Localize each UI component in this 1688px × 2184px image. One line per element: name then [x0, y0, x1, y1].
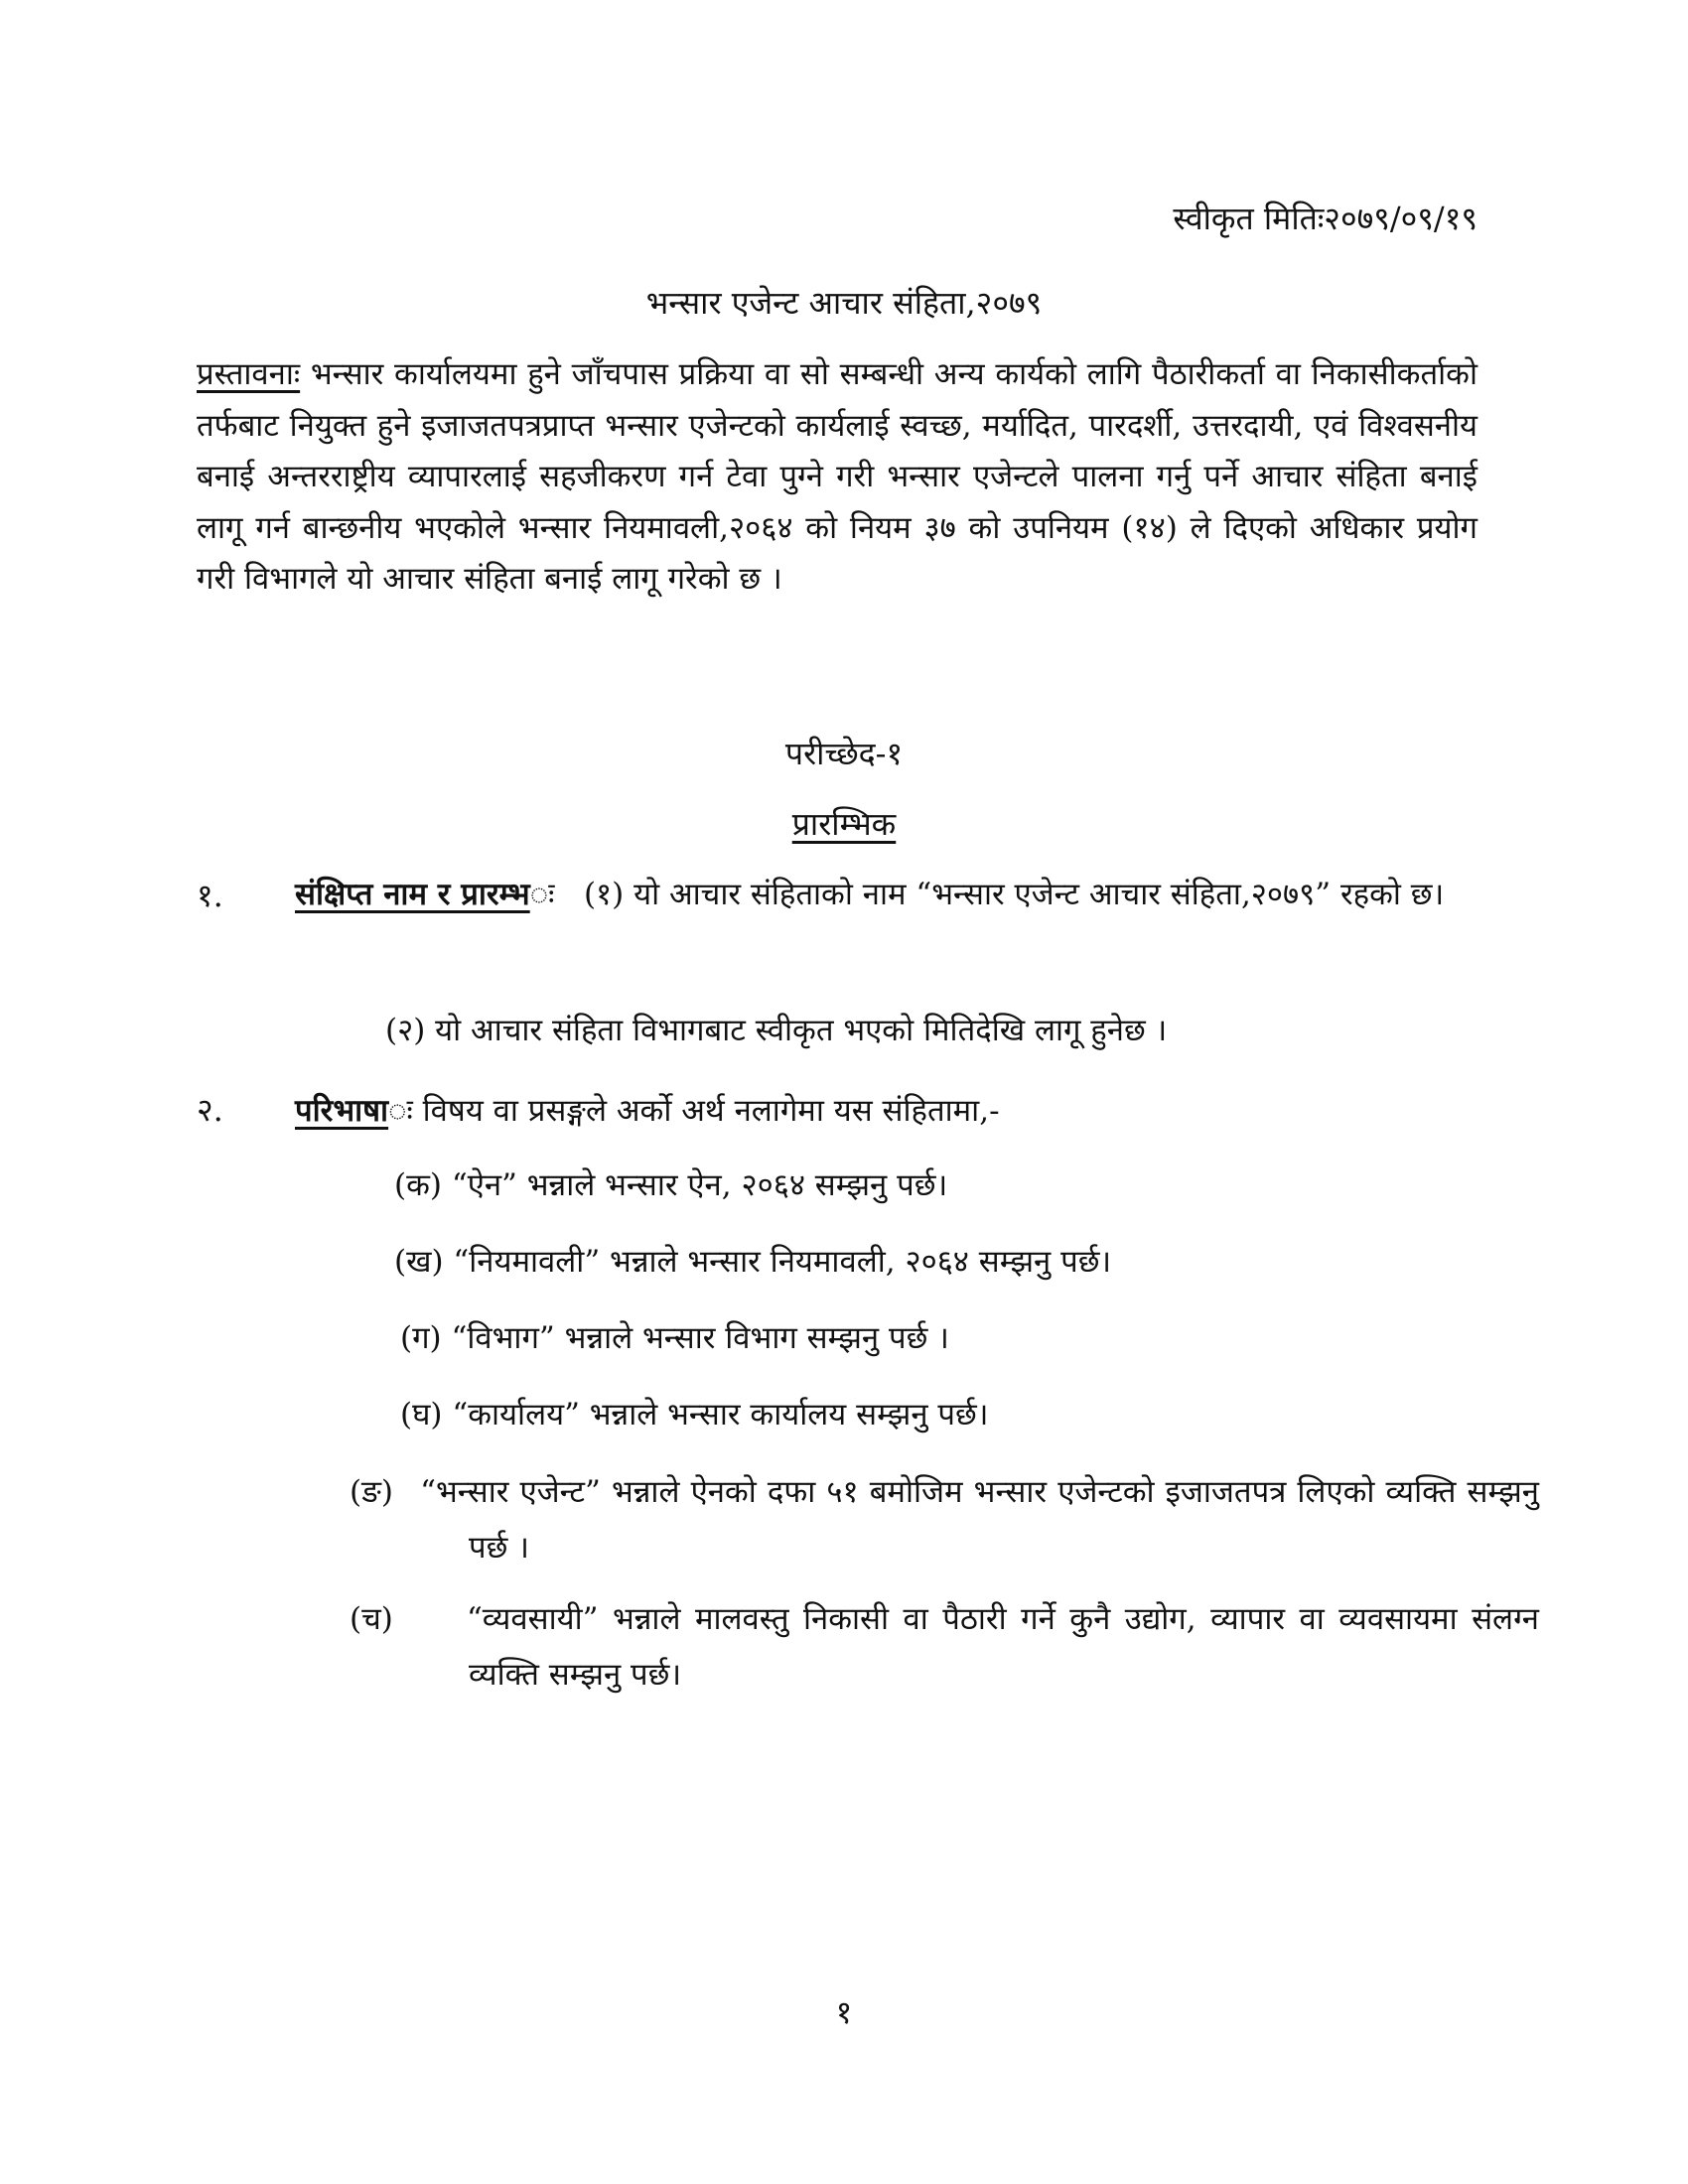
document-title: भन्सार एजेन्ट आचार संहिता,२०७९ — [645, 284, 1043, 322]
section-number: १. — [197, 877, 223, 914]
section-heading-suffix: ः — [388, 1093, 413, 1129]
chapter-number: परीच्छेद-१ — [784, 735, 904, 772]
definition-label: (ख) — [394, 1244, 444, 1280]
definition-text: “भन्सार एजेन्ट” भन्नाले ऐनको दफा ५१ बमोजिम भन्सार एजेन्टको इजाजतपत्र लिएको व्यक्ति सम्झनु पर्छ । — [420, 1474, 1539, 1566]
section-text: विषय वा प्रसङ्गले अर्को अर्थ नलागेमा यस संहितामा,- — [422, 1093, 1000, 1129]
preamble-text: ः भन्सार कार्यालयमा हुने जाँचपास प्रक्रिया वा सो सम्बन्धी अन्य कार्यको लागि पैठारीकर्ता वा निकासीकर्ताको तर्फबाट नियुक्त हुने इजाजतपत्रप्राप्त भन्सार एजेन्टको कार्यलाई स्वच्छ, मर्यादित, पारदर्शी, उत्तरदायी, एवं विश्वसनीय बनाई अन्तरराष्ट्रीय व्यापारलाई सहजीकरण गर्न टेवा पुग्ने गरी भन्सार एजेन्टले पालना गर्नु पर्ने आचार संहिता बनाई लागू गर्न बान्छनीय भएकोले भन्सार नियमावली,२०६४ को नियम ३७ को उपनियम (१४) ले दिएको अधिकार प्रयोग गरी विभागले यो आचार संहिता बनाई लागू गरेको छ । — [197, 356, 1477, 597]
page-number: १ — [835, 1993, 853, 2031]
definition-item — [394, 1158, 947, 1213]
section-heading: परिभाषा — [295, 1093, 389, 1129]
section-subclause: (२) यो आचार संहिता विभागबाट स्वीकृत भएको मितिदेखि लागू हुनेछ । — [385, 1013, 1168, 1048]
definition-item — [400, 1310, 949, 1366]
definition-text: “विभाग” भन्नाले भन्सार विभाग सम्झनु पर्छ । — [451, 1320, 949, 1356]
definition-item: (ङ) “भन्सार एजेन्ट” भन्नाले ऐनको दफा ५१ बमोजिम भन्सार एजेन्टको इजाजतपत्र लिएको व्यक्ति सम्झनु पर्छ । — [350, 1474, 1539, 1566]
section-heading-suffix: ः — [529, 877, 555, 912]
definition-item: (च) “व्यवसायी” भन्नाले मालवस्तु निकासी वा पैठारी गर्ने कुनै उद्योग, व्यापार वा व्यवसायमा संलग्न व्यक्ति सम्झनु पर्छ। — [350, 1601, 1539, 1693]
preamble — [197, 349, 1477, 606]
definition-label: (क) — [394, 1167, 442, 1203]
definition-label: (ग) — [400, 1320, 442, 1356]
definition-text: “कार्यालय” भन्नाले भन्सार कार्यालय सम्झनु पर्छ। — [452, 1397, 989, 1433]
section-number: २. — [197, 1091, 223, 1129]
chapter-title: प्रारम्भिक — [791, 805, 897, 843]
section-body — [295, 1085, 1479, 1137]
definition-text: “ऐन” भन्नाले भन्सार ऐन, २०६४ सम्झनु पर्छ। — [451, 1167, 948, 1203]
definition-text: “व्यवसायी” भन्नाले मालवस्तु निकासी वा पैठारी गर्ने कुनै उद्योग, व्यापार वा व्यवसायमा संलग्न व्यक्ति सम्झनु पर्छ। — [466, 1601, 1539, 1693]
definition-text: “नियमावली” भन्नाले भन्सार नियमावली, २०६४ सम्झनु पर्छ। — [453, 1244, 1112, 1280]
approval-date: स्वीकृत मितिः२०७९/०९/१९ — [1173, 200, 1477, 237]
definition-item — [394, 1234, 1111, 1290]
section-text: (१) यो आचार संहिताको नाम “भन्सार एजेन्ट आचार संहिता,२०७९” रहको छ। — [583, 877, 1445, 912]
preamble-label: प्रस्तावना — [197, 356, 301, 392]
definition-label: (घ) — [400, 1397, 443, 1433]
section-body — [295, 869, 1479, 920]
definition-item — [400, 1387, 989, 1442]
section-heading: संक्षिप्त नाम र प्रारम्भ — [295, 877, 530, 912]
